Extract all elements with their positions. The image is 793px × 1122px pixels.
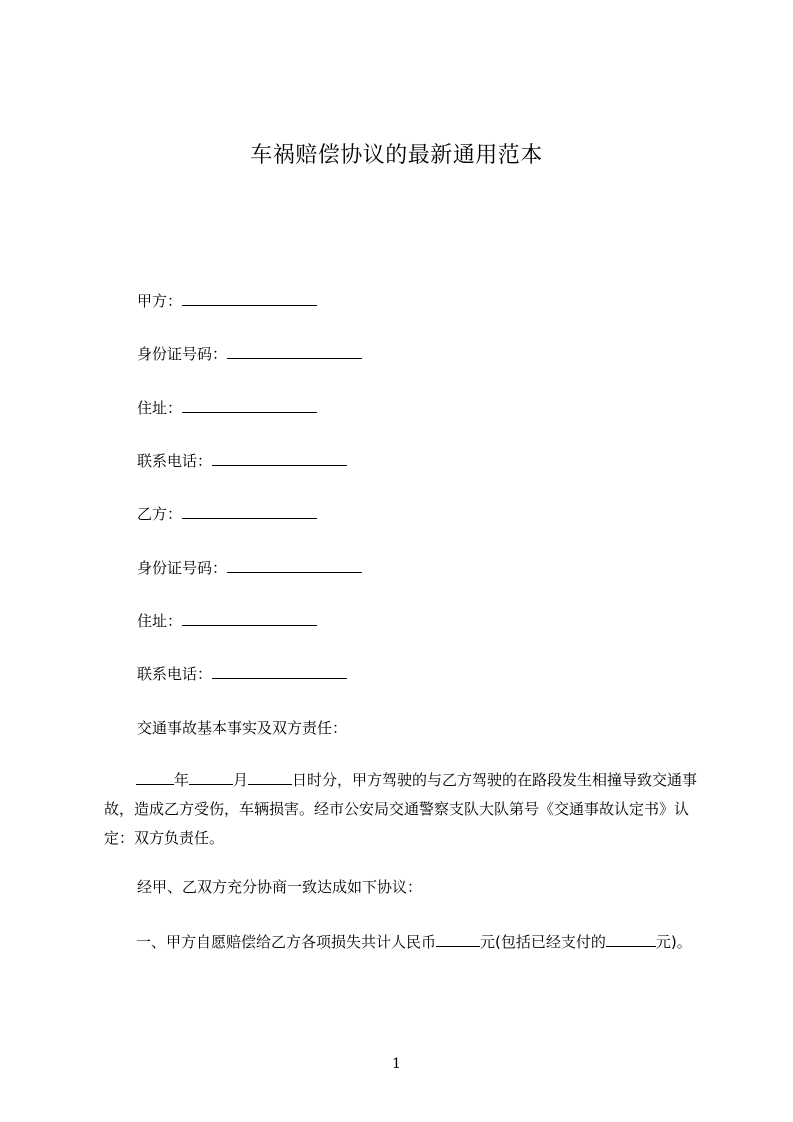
party-b-address-blank[interactable] bbox=[182, 611, 317, 626]
party-b-field bbox=[137, 503, 317, 525]
party-a-address-blank[interactable] bbox=[182, 398, 317, 413]
party-b-id-blank[interactable] bbox=[227, 558, 362, 573]
party-b-address-label: 住址： bbox=[137, 612, 183, 630]
party-a-field bbox=[137, 290, 317, 312]
clause-1-paid-blank[interactable] bbox=[606, 932, 656, 947]
party-b-blank[interactable] bbox=[182, 504, 317, 519]
party-b-label: 乙方： bbox=[137, 505, 183, 523]
clause-1-text-b: 元(包括已经支付的 bbox=[480, 933, 606, 951]
month-blank[interactable] bbox=[189, 770, 233, 785]
party-b-id-label: 身份证号码： bbox=[137, 559, 228, 577]
party-b-phone-label: 联系电话： bbox=[137, 665, 213, 683]
clause-1-amount-blank[interactable] bbox=[436, 932, 480, 947]
party-a-address-label: 住址： bbox=[137, 399, 183, 417]
party-a-blank[interactable] bbox=[182, 291, 317, 306]
party-a-phone-field bbox=[137, 450, 347, 472]
party-a-id-blank[interactable] bbox=[227, 344, 362, 359]
party-a-id-label: 身份证号码： bbox=[137, 345, 228, 363]
clause-1 bbox=[104, 928, 704, 957]
party-a-phone-blank[interactable] bbox=[212, 451, 347, 466]
party-b-address-field bbox=[137, 610, 317, 632]
facts-heading: 交通事故基本事实及双方责任： bbox=[137, 719, 348, 737]
party-a-label: 甲方： bbox=[137, 292, 183, 310]
agreement-intro: 经甲、乙双方充分协商一致达成如下协议： bbox=[137, 878, 423, 896]
clause-1-text-a: 一、甲方自愿赔偿给乙方各项损失共计人民币 bbox=[136, 933, 437, 951]
document-title: 车祸赔偿协议的最新通用范本 bbox=[250, 143, 543, 168]
facts-body: 日时分，甲方驾驶的与乙方驾驶的在路段发生相撞导致交通事故，造成乙方受伤，车辆损害。经市公安局交通警察支队大队第号《交通事故认定书》认定：双方负责任。 bbox=[104, 771, 698, 847]
party-a-id-field bbox=[137, 343, 362, 365]
clause-1-text-c: 元)。 bbox=[655, 933, 692, 951]
year-blank[interactable] bbox=[136, 770, 174, 785]
party-b-phone-blank[interactable] bbox=[212, 664, 347, 679]
year-label: 年 bbox=[174, 771, 190, 789]
party-b-phone-field bbox=[137, 663, 347, 685]
facts-paragraph bbox=[104, 766, 704, 853]
party-a-phone-label: 联系电话： bbox=[137, 452, 213, 470]
party-a-address-field bbox=[137, 397, 317, 419]
page-number: 1 bbox=[392, 1056, 401, 1072]
day-blank[interactable] bbox=[248, 770, 292, 785]
month-label: 月 bbox=[233, 771, 249, 789]
party-b-id-field bbox=[137, 557, 362, 579]
